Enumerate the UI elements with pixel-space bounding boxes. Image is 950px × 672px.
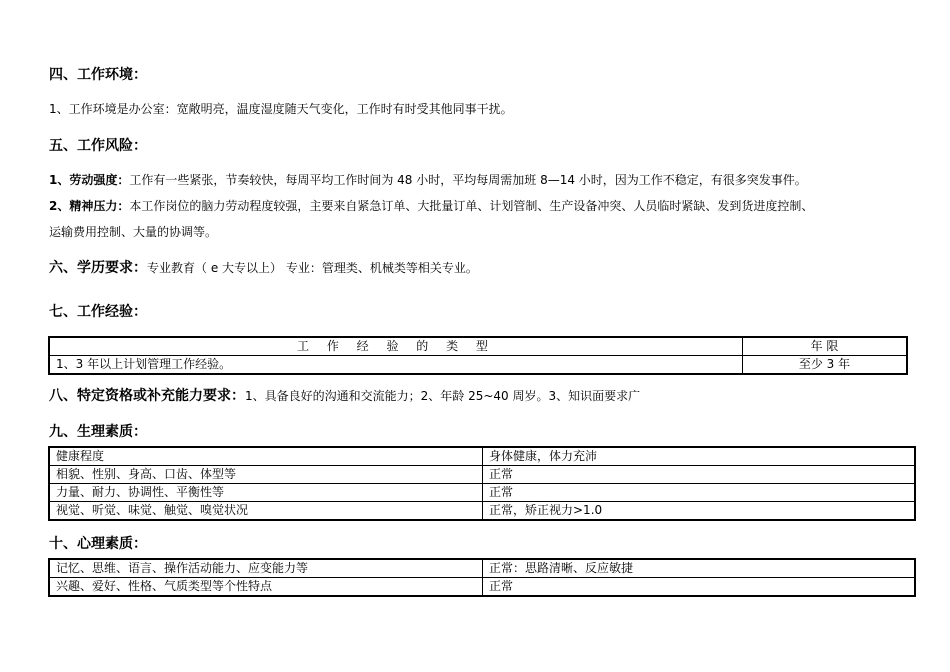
- section-6: [49, 257, 478, 277]
- section-10-heading: 十、心理素质：: [49, 536, 147, 552]
- section-8-heading: 八、特定资格或补充能力要求：: [49, 388, 245, 404]
- table-row: [49, 502, 915, 521]
- table-header-row: [49, 337, 907, 356]
- physical-value-cell: 正常: [483, 484, 916, 502]
- table-row: [49, 356, 907, 375]
- table-row: [49, 578, 915, 597]
- physical-item-cell: 健康程度: [49, 447, 483, 466]
- table-row: [49, 447, 915, 466]
- risk-item-2: [49, 197, 813, 214]
- experience-type-cell: 1、3 年以上计划管理工作经验。: [49, 356, 743, 375]
- physical-table: [48, 446, 916, 521]
- section-4-heading: 四、工作环境：: [49, 67, 147, 83]
- section-4-text: 1、工作环境是办公室：宽敞明亮，温度湿度随天气变化，工作时有时受其他同事干扰。: [49, 102, 513, 116]
- psychological-value-cell: 正常: [483, 578, 916, 597]
- psychological-table: [48, 558, 916, 597]
- section-8-text: 1、具备良好的沟通和交流能力；2、年龄 25~40 周岁。3、知识面要求广: [245, 389, 641, 403]
- risk-item-2-label: 2、精神压力：: [49, 199, 130, 213]
- physical-item-cell: 力量、耐力、协调性、平衡性等: [49, 484, 483, 502]
- section-5-heading: 五、工作风险：: [49, 138, 147, 154]
- experience-years-cell: 至少 3 年: [743, 356, 908, 375]
- section-8: [49, 385, 640, 405]
- risk-item-2-text: 本工作岗位的脑力劳动程度较强，主要来自紧急订单、大批量订单、计划管制、生产设备冲突、人员临时紧缺、发到货进度控制、: [129, 199, 814, 213]
- section-9-heading: 九、生理素质：: [49, 424, 147, 440]
- psychological-item-cell: 记忆、思维、语言、操作活动能力、应变能力等: [49, 559, 483, 578]
- physical-value-cell: 正常: [483, 466, 916, 484]
- risk-item-2-continued: 运输费用控制、大量的协调等。: [49, 225, 218, 239]
- header-experience-type: 工 作 经 验 的 类 型: [49, 337, 743, 356]
- section-6-heading: 六、学历要求：: [49, 260, 147, 276]
- risk-item-1: [49, 171, 807, 188]
- physical-item-cell: 视觉、听觉、味觉、触觉、嗅觉状况: [49, 502, 483, 521]
- psychological-value-cell: 正常：思路清晰、反应敏捷: [483, 559, 916, 578]
- table-row: [49, 484, 915, 502]
- physical-value-cell: 正常，矫正视力>1.0: [483, 502, 916, 521]
- physical-item-cell: 相貌、性别、身高、口齿、体型等: [49, 466, 483, 484]
- experience-table: [48, 336, 908, 375]
- table-row: [49, 466, 915, 484]
- table-row: [49, 559, 915, 578]
- risk-item-1-label: 1、劳动强度：: [49, 173, 130, 187]
- psychological-item-cell: 兴趣、爱好、性格、气质类型等个性特点: [49, 578, 483, 597]
- header-years: 年 限: [743, 337, 908, 356]
- section-7-heading: 七、工作经验：: [49, 304, 147, 320]
- risk-item-1-text: 工作有一些紧张，节奏较快，每周平均工作时间为 48 小时，平均每周需加班 8—14 小时，因为工作不稳定，有很多突发事件。: [129, 173, 807, 187]
- section-6-text: 专业教育（ e 大专以上） 专业：管理类、机械类等相关专业。: [147, 261, 478, 275]
- physical-value-cell: 身体健康，体力充沛: [483, 447, 916, 466]
